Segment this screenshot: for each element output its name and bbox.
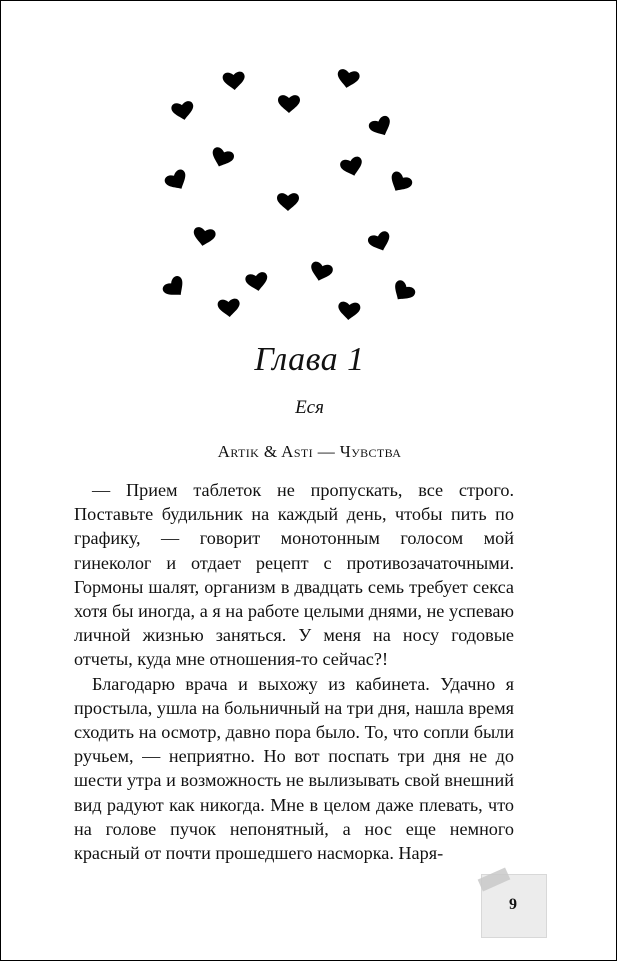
heart-icon	[163, 168, 191, 194]
heart-icon	[161, 274, 189, 302]
paragraph: — Прием таблеток не пропускать, все строго. Поставьте будильник на каждый день, чтобы пить по графику, — говорит монотонным голосом мой гинеколог и отдает рецепт с противозачаточными. Гормоны шалят, организм в двадцать семь требует секса хотя бы иногда, а я на работе целыми днями, не успеваю личной жизнью заняться. У меня на носу годовые отчеты, куда мне отношения-то сейчас?!	[74, 480, 514, 670]
page-number: 9	[509, 896, 517, 913]
heart-icon	[217, 298, 240, 318]
heart-icon	[245, 271, 270, 292]
heart-icon	[389, 278, 417, 305]
heart-icon	[337, 301, 360, 321]
heart-icon	[192, 226, 217, 247]
heart-icon	[367, 114, 395, 140]
body-text	[74, 478, 514, 865]
heart-icon	[209, 146, 236, 170]
hearts-ornament	[1, 1, 617, 341]
heart-icon	[386, 170, 414, 196]
chapter-subtitle: Еся	[295, 397, 324, 418]
heart-icon	[222, 71, 245, 91]
epigraph: Artik & Asti — Чувства	[217, 442, 402, 461]
heart-icon	[336, 68, 361, 89]
heart-icon	[277, 193, 299, 211]
heart-icon	[367, 230, 394, 254]
heart-icon	[171, 100, 196, 121]
heart-icon	[339, 156, 365, 179]
paragraph: Благодарю врача и выхожу из кабинета. Удачно я простыла, ушла на больничный на три дня, нашла время сходить на осмотр, давно пора было. То, что сопли были ручьем, — неприятно. Но вот поспать три дня не до шести утра и возможность не вылизывать свой внешний вид радуют как никогда. Мне в целом даже плевать, что на голове пучок непонятный, а нос еще немного красный от почти прошедшего насморка. Наря-	[74, 673, 514, 864]
heart-icon	[308, 261, 334, 284]
chapter-title: Глава 1	[254, 341, 365, 378]
heart-icon	[278, 95, 300, 113]
